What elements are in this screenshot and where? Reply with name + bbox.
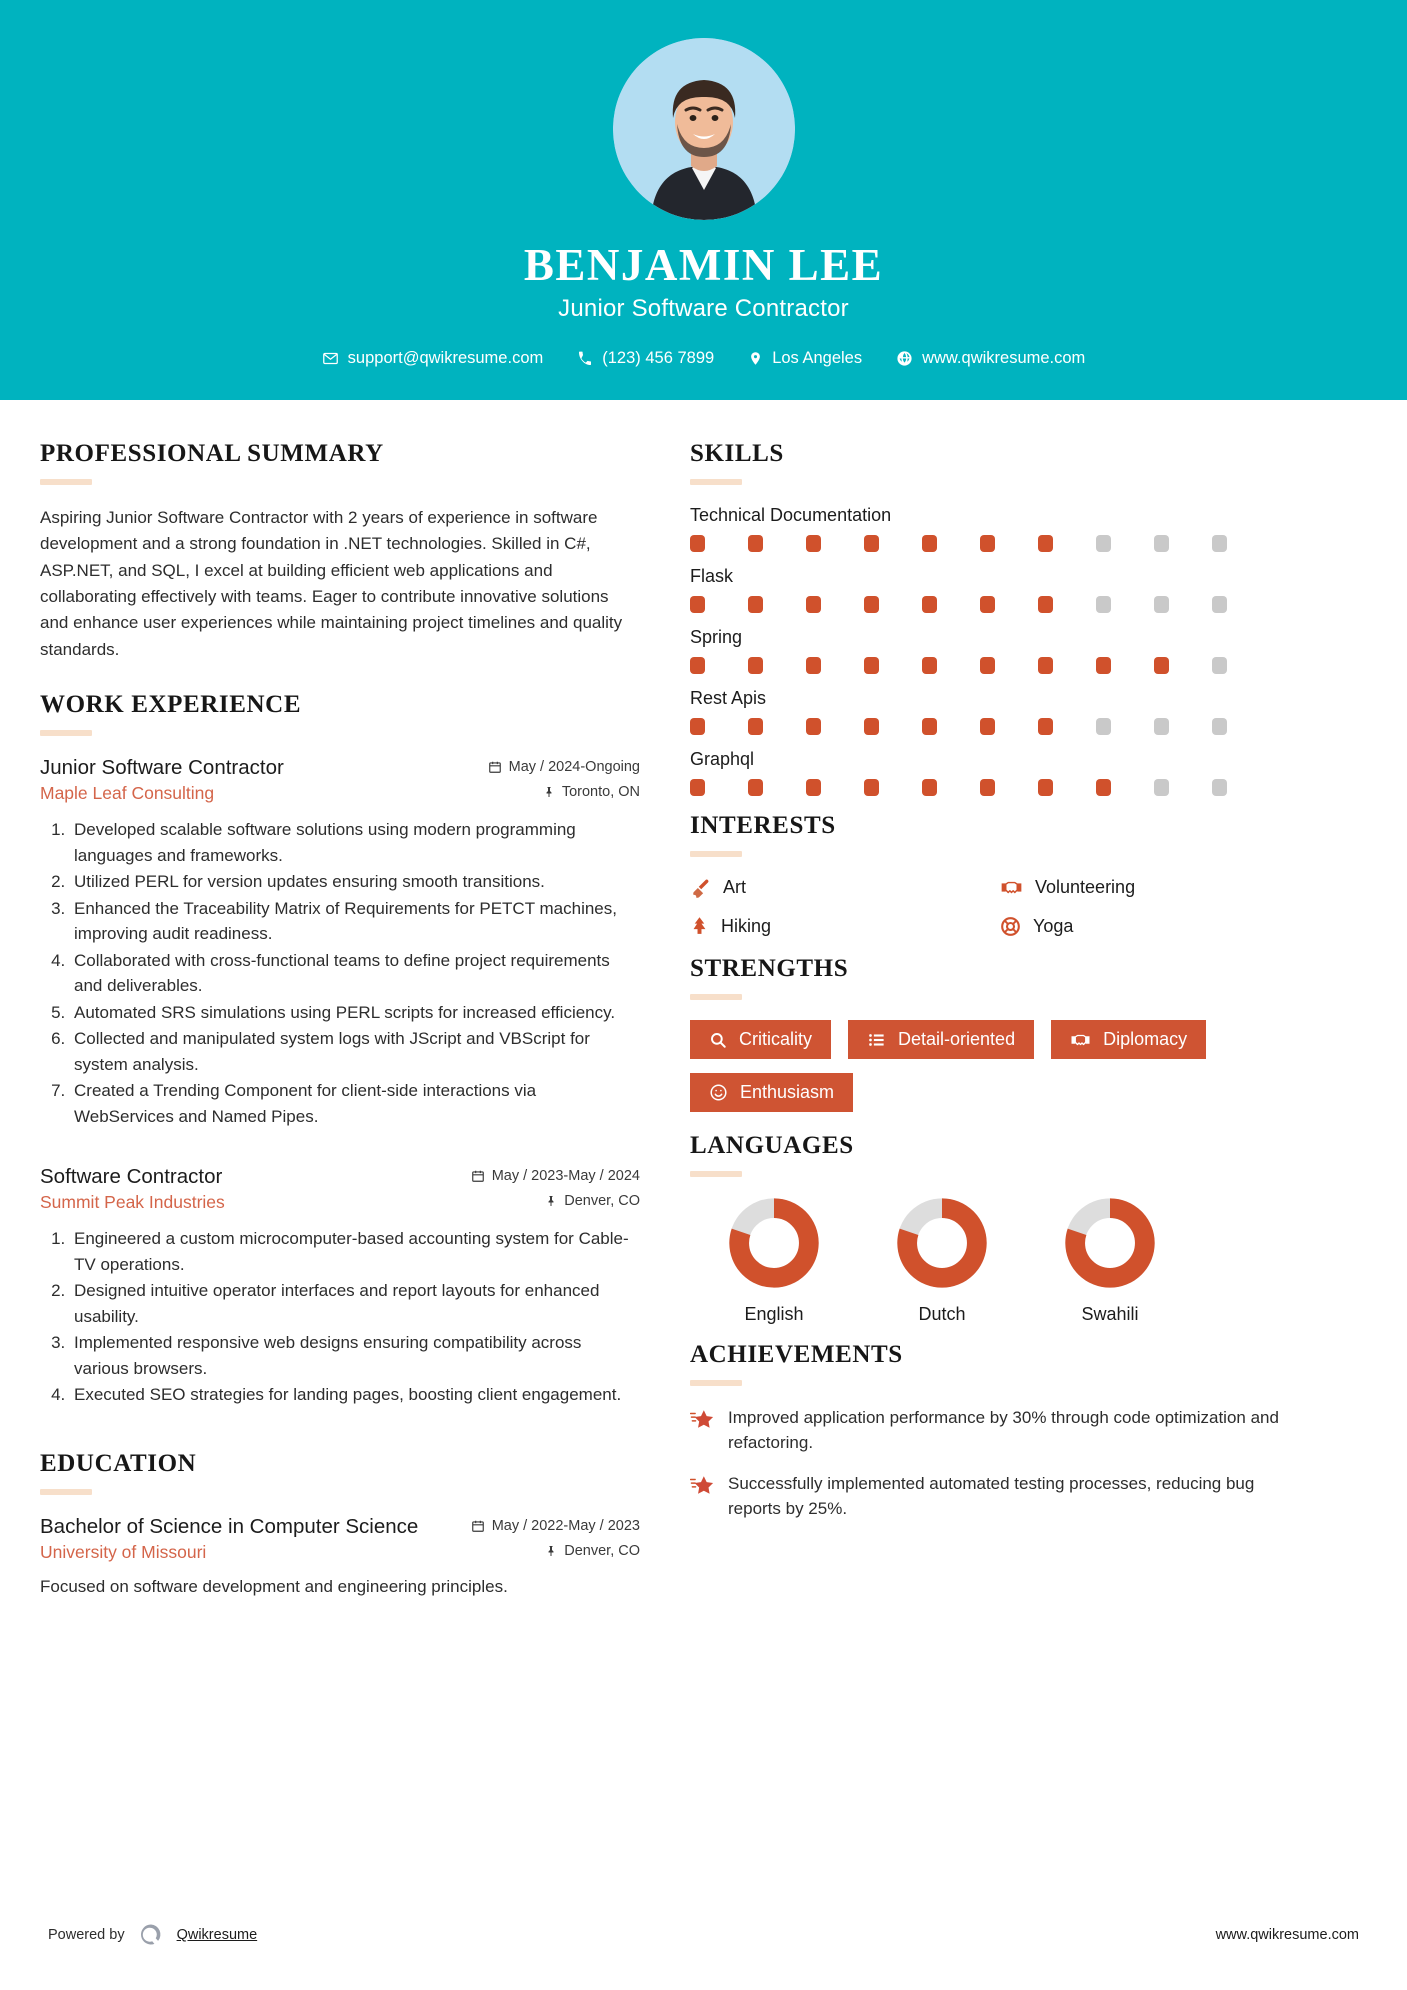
strength-chip-diplomacy[interactable] [1051, 1020, 1206, 1059]
section-rule [40, 730, 92, 736]
experience-location [545, 1193, 640, 1209]
skill-dot [864, 535, 879, 552]
list-item: 1. Engineered a custom microcomputer-based accounting system for Cable-TV operations. [70, 1226, 640, 1277]
skill-rating [690, 596, 1310, 613]
skill-dot [922, 535, 937, 552]
paintbrush-icon [690, 877, 711, 898]
pin-icon [545, 1194, 557, 1208]
skill-dot [1038, 596, 1053, 613]
section-rule [690, 994, 742, 1000]
contact-location-text: Los Angeles [772, 349, 863, 368]
powered-by-label: Powered by [48, 1927, 125, 1943]
skill-dot [690, 596, 705, 613]
skill-label: Technical Documentation [690, 505, 892, 525]
strength-chip-enthusiasm[interactable] [690, 1073, 853, 1112]
education-dates-text: May / 2022-May / 2023 [491, 1517, 640, 1534]
skill-dot [1154, 779, 1169, 796]
skill-dot [864, 657, 879, 674]
interest-label: Volunteering [1035, 877, 1136, 897]
star-badge-icon [690, 1474, 714, 1496]
section-heading-education: EDUCATION [40, 1449, 197, 1477]
language-item [858, 1197, 1026, 1325]
calendar-icon [471, 1519, 485, 1533]
section-heading-experience: WORK EXPERIENCE [40, 691, 302, 719]
skill-dot [1212, 718, 1227, 735]
skill-dot [690, 657, 705, 674]
section-rule [40, 1489, 92, 1495]
skill-dot [1154, 657, 1169, 674]
section-heading-languages: LANGUAGES [690, 1132, 854, 1159]
strength-chip-detail-oriented[interactable] [848, 1020, 1034, 1059]
section-skills [690, 440, 1310, 796]
strength-label: Enthusiasm [740, 1082, 835, 1102]
skill-dot [748, 535, 763, 552]
experience-bullets [40, 1226, 640, 1408]
section-rule [690, 1171, 742, 1177]
resume-header [0, 0, 1407, 400]
handshake-icon [1000, 877, 1023, 898]
section-languages [690, 1132, 1310, 1325]
section-work-experience [40, 691, 640, 1408]
interests-grid [690, 877, 1310, 937]
contact-row [305, 349, 1103, 368]
skill-dot [864, 718, 879, 735]
section-rule [690, 1380, 742, 1386]
skill-dot [1096, 779, 1111, 796]
languages-list [690, 1197, 1310, 1325]
achievement-item [690, 1472, 1310, 1521]
skill-dot [806, 718, 821, 735]
skill-dot [1212, 657, 1227, 674]
contact-website-text: www.qwikresume.com [922, 349, 1086, 368]
skill-rating [690, 718, 1310, 735]
experience-role: Junior Software Contractor [40, 756, 284, 780]
left-column [40, 440, 640, 1625]
skill-label: Flask [690, 566, 734, 586]
experience-dates-text: May / 2024-Ongoing [508, 759, 640, 776]
experience-location-text: Denver, CO [564, 1193, 640, 1210]
skill-dot [980, 779, 995, 796]
skill-item [690, 627, 1310, 674]
skill-dot [748, 657, 763, 674]
language-item [1026, 1197, 1194, 1325]
list-item: 6. Collected and manipulated system logs with JScript and VBScript for system analysis. [70, 1026, 640, 1077]
globe-icon [896, 350, 913, 367]
language-item [690, 1197, 858, 1325]
skill-dot [980, 535, 995, 552]
list-item: 4. Executed SEO strategies for landing pages, boosting client engagement. [70, 1382, 640, 1408]
skill-dot [1038, 779, 1053, 796]
lifebuoy-icon [1000, 916, 1021, 937]
skill-dot [690, 718, 705, 735]
skill-item [690, 749, 1310, 796]
skill-dot [922, 596, 937, 613]
skill-dot [1038, 718, 1053, 735]
calendar-icon [471, 1169, 485, 1183]
skill-dot [922, 657, 937, 674]
skill-dot [1038, 657, 1053, 674]
skill-dot [748, 596, 763, 613]
smiley-icon [709, 1083, 728, 1102]
experience-dates [488, 759, 640, 775]
section-rule [690, 479, 742, 485]
job-title: Junior Software Contractor [558, 295, 849, 323]
education-location [545, 1543, 640, 1559]
strength-label: Diplomacy [1103, 1029, 1188, 1049]
envelope-icon [322, 350, 339, 367]
skill-label: Rest Apis [690, 688, 767, 708]
section-heading-skills: SKILLS [690, 440, 784, 467]
qwikresume-logo-icon [138, 1922, 164, 1948]
section-rule [40, 479, 92, 485]
education-school: University of Missouri [40, 1541, 207, 1562]
language-donut [1064, 1197, 1156, 1289]
experience-dates [471, 1168, 640, 1184]
interest-label: Art [723, 877, 747, 897]
achievement-text: Improved application performance by 30% through code optimization and refactoring. [728, 1408, 1279, 1452]
achievement-item [690, 1406, 1310, 1455]
experience-dates-text: May / 2023-May / 2024 [491, 1168, 640, 1185]
experience-bullets [40, 817, 640, 1129]
skill-dot [1212, 779, 1227, 796]
section-interests [690, 812, 1310, 937]
education-degree: Bachelor of Science in Computer Science [40, 1514, 419, 1538]
page-footer [0, 1922, 1407, 1948]
skill-item [690, 505, 1310, 552]
section-heading-strengths: STRENGTHS [690, 955, 849, 982]
skill-label: Graphql [690, 749, 755, 769]
interest-item [690, 915, 1000, 937]
skill-item [690, 688, 1310, 735]
star-badge-icon [690, 1408, 714, 1430]
skill-dot [1038, 535, 1053, 552]
skill-dot [748, 718, 763, 735]
skill-dot [1154, 718, 1169, 735]
skill-dot [806, 657, 821, 674]
summary-text: Aspiring Junior Software Contractor with 2 years of experience in software development and a strong foundation in .NET technologies. Skilled in C#, ASP.NET, and SQL, I excel at building efficient web applications and collaborating effectively with teams. Eager to contribute innovative solutions and enhance user experiences while maintaining project timelines and quality standards. [40, 508, 623, 659]
calendar-icon [488, 760, 502, 774]
education-location-text: Denver, CO [564, 1542, 640, 1559]
strength-label: Detail-oriented [898, 1029, 1016, 1049]
contact-website[interactable] [879, 349, 1102, 368]
section-heading-interests: INTERESTS [690, 812, 836, 839]
contact-phone-text: (123) 456 7899 [602, 349, 715, 368]
list-item: 3. Implemented responsive web designs ensuring compatibility across various browsers. [70, 1330, 640, 1381]
list-item: 2. Designed intuitive operator interfaces and report layouts for enhanced usability. [70, 1278, 640, 1329]
skill-dot [1212, 535, 1227, 552]
interest-item [690, 877, 1000, 898]
achievement-text: Successfully implemented automated testing processes, reducing bug reports by 25%. [728, 1474, 1255, 1518]
skill-dot [1096, 718, 1111, 735]
skill-dot [1096, 596, 1111, 613]
skill-dot [690, 779, 705, 796]
strengths-list [690, 1020, 1310, 1112]
qwikresume-link[interactable]: Qwikresume [176, 1927, 258, 1943]
tree-icon [690, 915, 709, 937]
experience-entry [40, 1165, 640, 1408]
list-item: 5. Automated SRS simulations using PERL scripts for increased efficiency. [70, 1000, 640, 1026]
search-icon [709, 1031, 727, 1049]
skill-dot [806, 779, 821, 796]
interest-label: Yoga [1033, 915, 1074, 936]
experience-company: Maple Leaf Consulting [40, 783, 215, 804]
skill-dot [1096, 535, 1111, 552]
skill-dot [690, 535, 705, 552]
skill-dot [980, 657, 995, 674]
language-label: English [744, 1304, 804, 1324]
experience-role: Software Contractor [40, 1165, 223, 1189]
skill-dot [864, 596, 879, 613]
language-donut [728, 1197, 820, 1289]
resume-body [0, 400, 1407, 1625]
education-note: Focused on software development and engineering principles. [40, 1576, 508, 1596]
skill-dot [980, 718, 995, 735]
location-pin-icon [748, 350, 763, 367]
contact-phone[interactable] [560, 349, 731, 368]
right-column [690, 440, 1310, 1625]
avatar-photo [613, 38, 795, 220]
section-heading-achievements: ACHIEVEMENTS [690, 1341, 903, 1368]
skill-dot [748, 779, 763, 796]
phone-icon [577, 351, 593, 367]
list-item: 4. Collaborated with cross-functional teams to define project requirements and deliverables. [70, 948, 640, 999]
skill-rating [690, 535, 1310, 552]
section-professional-summary [40, 440, 640, 663]
skill-rating [690, 657, 1310, 674]
interest-item [1000, 915, 1310, 937]
experience-location-text: Toronto, ON [561, 784, 640, 801]
experience-company: Summit Peak Industries [40, 1192, 225, 1213]
skill-dot [980, 596, 995, 613]
list-item: 2. Utilized PERL for version updates ensuring smooth transitions. [70, 869, 640, 895]
section-rule [690, 851, 742, 857]
avatar [613, 38, 795, 220]
skill-dot [806, 596, 821, 613]
handshake-icon [1070, 1031, 1091, 1049]
strength-label: Criticality [739, 1029, 813, 1049]
contact-email-text: support@qwikresume.com [347, 349, 544, 368]
strength-chip-criticality[interactable] [690, 1020, 831, 1059]
language-label: Dutch [918, 1304, 966, 1324]
pin-icon [545, 1544, 557, 1558]
interest-label: Hiking [721, 915, 772, 936]
page-title: BENJAMIN LEE [523, 240, 884, 290]
powered-by [48, 1922, 257, 1948]
skill-dot [1212, 596, 1227, 613]
skill-dot [806, 535, 821, 552]
education-entry [40, 1515, 640, 1600]
section-heading-summary: PROFESSIONAL SUMMARY [40, 440, 384, 467]
section-achievements [690, 1341, 1310, 1522]
section-strengths [690, 955, 1310, 1112]
footer-url[interactable]: www.qwikresume.com [1215, 1927, 1359, 1943]
list-item: 3. Enhanced the Traceability Matrix of Requirements for PETCT machines, improving audit readiness. [70, 896, 640, 947]
experience-entry [40, 756, 640, 1129]
interest-item [1000, 877, 1310, 898]
list-item: 1. Developed scalable software solutions using modern programming languages and frameworks. [70, 817, 640, 868]
list-icon [867, 1031, 886, 1049]
list-item: 7. Created a Trending Component for client-side interactions via WebServices and Named Pipes. [70, 1078, 640, 1129]
education-dates [471, 1518, 640, 1534]
language-donut [896, 1197, 988, 1289]
skill-dot [1154, 596, 1169, 613]
language-label: Swahili [1081, 1304, 1139, 1324]
skill-item [690, 566, 1310, 613]
section-education [40, 1450, 640, 1600]
skill-dot [864, 779, 879, 796]
skill-dot [922, 779, 937, 796]
contact-email[interactable] [305, 349, 561, 368]
skill-label: Spring [690, 627, 743, 647]
skill-dot [1154, 535, 1169, 552]
skill-dot [1096, 657, 1111, 674]
skill-rating [690, 779, 1310, 796]
pin-icon [543, 785, 555, 799]
contact-location[interactable] [731, 349, 879, 368]
experience-location [543, 784, 640, 800]
skill-dot [922, 718, 937, 735]
